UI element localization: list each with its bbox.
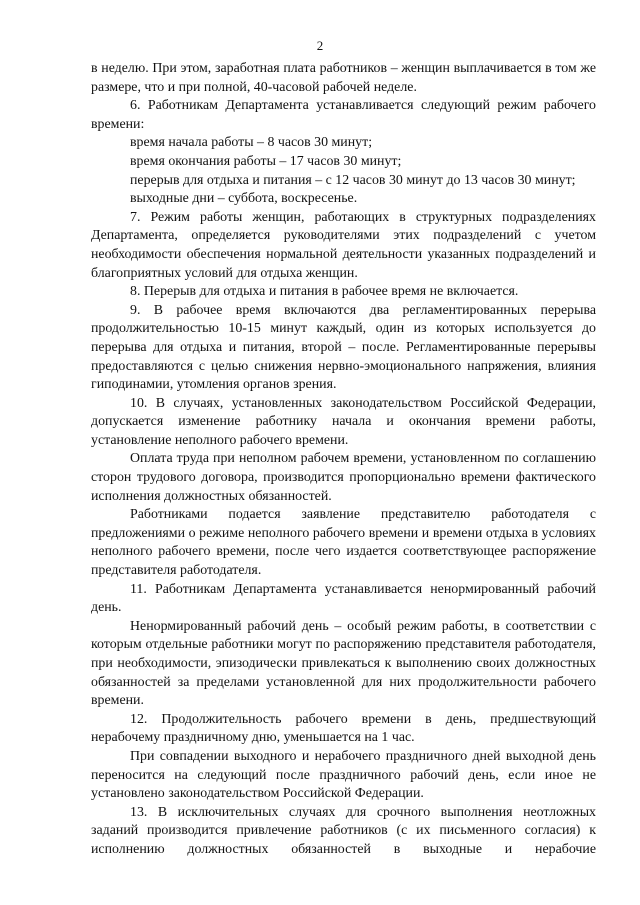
paragraph-continuation: в неделю. При этом, заработная плата работников – женщин выплачивается в том же размере, что и при полной, 40-часовой рабочей неделе. (91, 61, 596, 95)
page-number: 2 (316, 38, 324, 53)
paragraph-item-8: 8. Перерыв для отдыха и питания в рабочее время не включается. (130, 284, 519, 300)
paragraph-item-9: 9. В рабочее время включаются два регламентированных перерыва продолжительностью 10-15 минут каждый, один из которых используется до перерыва для отдыха и питания, второй – после. Регламентированные перерывы предоставляются с целью снижения нервно-эмоционального напряжения, влияния гиподинамии, утомления органов зрения. (91, 302, 596, 393)
paragraph-item-7: 7. Режим работы женщин, работающих в структурных подразделениях Департамента, определяется руководителями этих подразделений с учетом необходимости обеспечения нормальной деятельности указанных подразделений и благоприятных условий для отдыха женщин. (91, 209, 596, 281)
paragraph-item-13: 13. В исключительных случаях для срочного выполнения неотложных заданий производится привлечение работников (с их письменного согласия) к исполнению должностных обязанностей в выходные и нерабочие (91, 804, 596, 857)
paragraph-holiday-transfer: При совпадении выходного и нерабочего праздничного дней выходной день переносится на следующий после праздничного рабочий день, если иное не установлено законодательством Российской Федерации. (91, 748, 596, 802)
schedule-lunch-break: перерыв для отдыха и питания – с 12 часов 30 минут до 13 часов 30 минут; (130, 172, 576, 188)
paragraph-irregular-day: Ненормированный рабочий день – особый режим работы, в соответствии с которым отдельные работники могут по распоряжению представителя работодателя, при необходимости, эпизодически привлекаться к выполнению своих должностных обязанностей за пределами установленной для них продолжительности рабочего времени. (91, 618, 596, 709)
schedule-start-time: время начала работы – 8 часов 30 минут; (130, 135, 373, 151)
paragraph-part-time-pay: Оплата труда при неполном рабочем времени, установленном по соглашению сторон трудового договора, производится пропорционально времени фактического исполнения должностных обязанностей. (91, 451, 596, 504)
paragraph-item-6: 6. Работникам Департамента устанавливается следующий режим рабочего времени: (91, 98, 596, 132)
schedule-end-time: время окончания работы – 17 часов 30 минут; (130, 153, 402, 169)
paragraph-item-11: 11. Работникам Департамента устанавливается ненормированный рабочий день. (91, 581, 596, 616)
document-body (91, 60, 596, 860)
paragraph-part-time-request: Работниками подается заявление представителю работодателя с предложениями о режиме неполного рабочего времени и времени отдыха в условиях неполного рабочего времени, после чего издается соответствующее распоряжение представителя работодателя. (91, 507, 596, 579)
schedule-days-off: выходные дни – суббота, воскресенье. (130, 191, 358, 207)
paragraph-item-12: 12. Продолжительность рабочего времени в день, предшествующий нерабочему праздничному дню, уменьшается на 1 час. (91, 711, 596, 746)
paragraph-item-10: 10. В случаях, установленных законодательством Российской Федерации, допускается изменение работнику начала и окончания времени работы, установление неполного рабочего времени. (91, 395, 596, 448)
